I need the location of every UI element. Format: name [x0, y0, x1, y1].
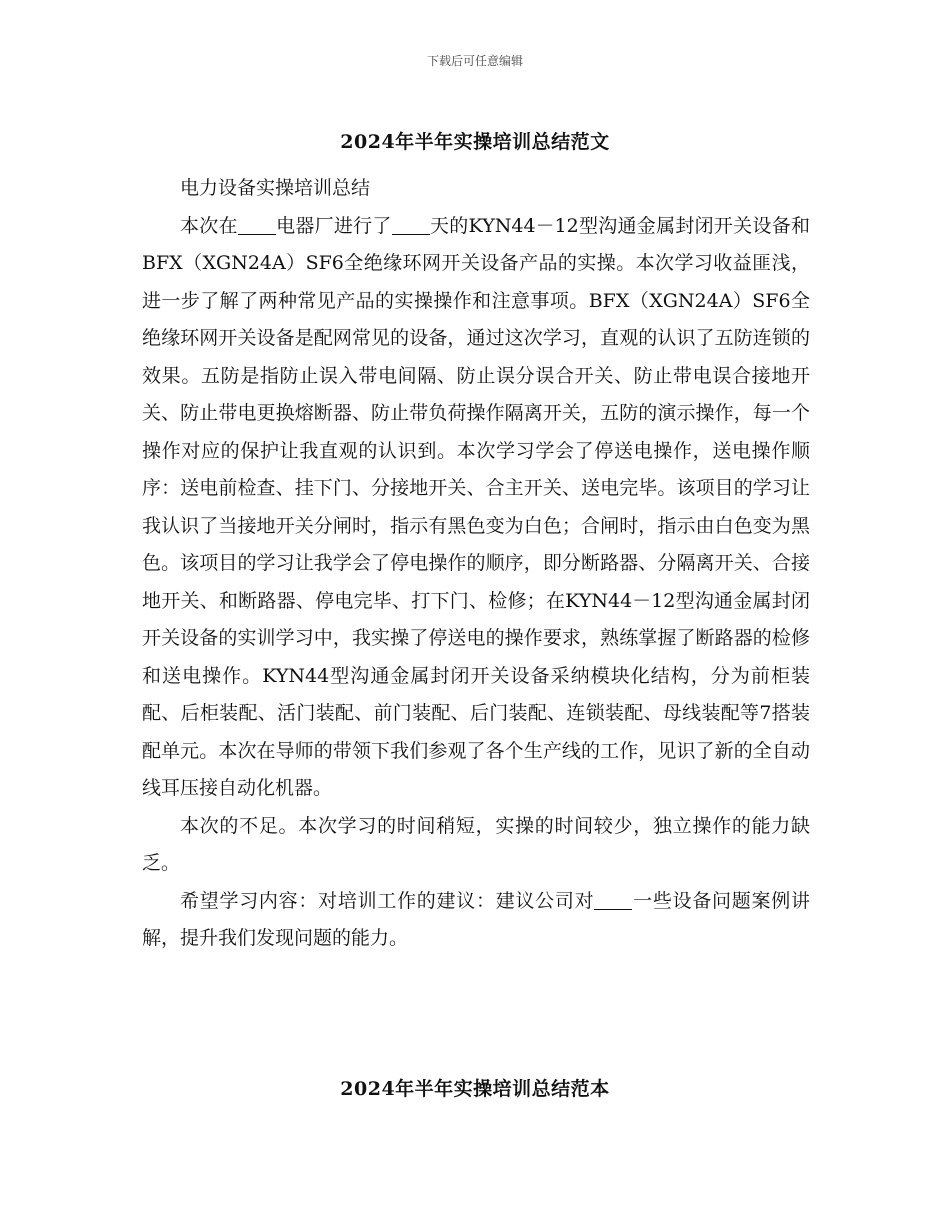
fill-blank: [392, 215, 430, 235]
document-title: 2024年半年实操培训总结范文: [340, 131, 610, 153]
subtitle: 电力设备实操培训总结: [180, 177, 371, 199]
page-header-note: 下载后可任意编辑: [426, 54, 523, 68]
document-body: [142, 170, 810, 958]
fill-blank: [594, 890, 632, 910]
fill-blank: [238, 215, 276, 235]
paragraph-1: 本次在 电器厂进行了 天的KYN44－12型沟通金属封闭开关设备和BFX（XGN24A）SF6全绝缘环网开关设备产品的实操。本次学习收益匪浅，进一步了解了两种常见产品的实操操作和注意事项。BFX（XGN24A）SF6全绝缘环网开关设备是配网常见的设备，通过这次学习，直观的认识了五防连锁的效果。五防是指防止误入带电间隔、防止误分误合开关、防止带电误合接地开关、防止带电更换熔断器、防止带负荷操作隔离开关，五防的演示操作，每一个操作对应的保护让我直观的认识到。本次学习学会了停送电操作，送电操作顺序：送电前检查、挂下门、分接地开关、合主开关、送电完毕。该项目的学习让我认识了当接地开关分闸时，指示有黑色变为白色；合闸时，指示由白色变为黑色。该项目的学习让我学会了停电操作的顺序，即分断路器、分隔离开关、合接地开关、和断路器、停电完毕、打下门、检修；在KYN44－12型沟通金属封闭开关设备的实训学习中，我实操了停送电的操作要求，熟练掌握了断路器的检修和送电操作。KYN44型沟通金属封闭开关设备采纳模块化结构，分为前柜装配、后柜装配、活门装配、前门装配、后门装配、连锁装配、母线装配等7搭装配单元。本次在导师的带领下我们参观了各个生产线的工作，见识了新的全自动线耳压接自动化机器。: [142, 214, 810, 799]
paragraph-3: 希望学习内容：对培训工作的建议：建议公司对 一些设备问题案例讲解，提升我们发现问题的能力。: [142, 889, 810, 949]
paragraph-2: 本次的不足。本次学习的时间稍短，实操的时间较少，独立操作的能力缺乏。: [142, 814, 810, 874]
section-title-2: 2024年半年实操培训总结范本: [340, 1078, 610, 1100]
